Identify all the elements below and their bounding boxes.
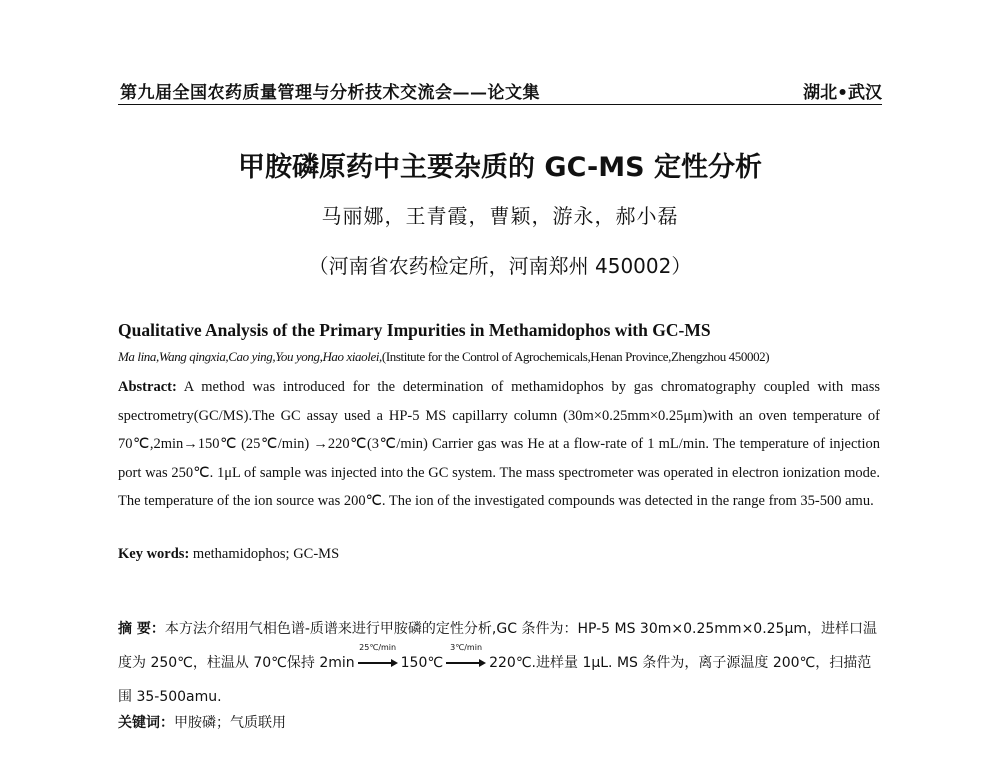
chinese-abstract-part2: 150℃ xyxy=(400,655,444,671)
chinese-keywords-text: 甲胺磷；气质联用 xyxy=(174,715,286,731)
rate-arrow-1 xyxy=(357,643,399,667)
english-abstract xyxy=(118,373,880,516)
english-title: Qualitative Analysis of the Primary Impurities in Methamidophos with GC-MS xyxy=(118,320,711,340)
author-list: 马丽娜，王青霞，曹颖，游永，郝小磊 xyxy=(321,204,679,228)
chinese-keywords-label: 关键词： xyxy=(118,715,174,731)
right-arrow-icon xyxy=(357,659,399,667)
abstract-text: A method was introduced for the determination of methamidophos by gas chromatography coupled with mass spectrometry(GC/MS).The GC assay used a HP-5 MS capillarry column (30m×0.25mm×0.25μm)with an oven temperature of 70℃,2min→150℃ (25℃/min) →220℃(3℃/min) Carrier gas was He at a flow-rate of 1 mL/min. The temperature of injection port was 250℃. 1μL of sample was injected into the GC system. The mass spectrometer was operated in electron ionization mode. The temperature of the ion source was 200℃. The ion of the investigated compounds was detected in the range from 35-500 amu. xyxy=(118,379,881,509)
chinese-abstract-part3: 220℃.进样量 1μL. MS 条件为，离子源温度 200℃，扫描范围 35-500amu. xyxy=(118,655,872,705)
chinese-abstract-label: 摘 要： xyxy=(118,621,165,637)
running-header-title: 第九届全国农药质量管理与分析技术交流会——论文集 xyxy=(120,83,540,103)
header-rule xyxy=(118,104,882,105)
rate-label-1: 25℃/min xyxy=(359,643,397,652)
english-keywords xyxy=(118,546,339,563)
keywords-label: Key words: xyxy=(118,546,190,562)
rate-label-2: 3℃/min xyxy=(450,643,483,652)
english-author-names: Ma lina,Wang qingxia,Cao ying,You yong,Hao xiaolei, xyxy=(118,349,382,364)
english-authors xyxy=(118,349,888,365)
paper-title: 甲胺磷原药中主要杂质的 GC-MS 定性分析 xyxy=(238,152,762,183)
rate-arrow-2 xyxy=(445,643,487,667)
running-header-location: 湖北•武汉 xyxy=(803,83,882,103)
affiliation: （河南省农药检定所，河南郑州 450002） xyxy=(308,254,692,278)
chinese-abstract xyxy=(118,612,883,714)
keywords-text: methamidophos; GC-MS xyxy=(192,546,340,562)
abstract-label: Abstract: xyxy=(118,379,177,395)
chinese-abstract-part1: 本方法介绍用气相色谱-质谱来进行甲胺磷的定性分析,GC 条件为：HP-5 MS 30m×0.25mm×0.25μm，进样口温度为 250℃，柱温从 70℃保持 2min xyxy=(118,621,878,671)
right-arrow-icon xyxy=(445,659,487,667)
english-affiliation: (Institute for the Control of Agrochemicals,Henan Province,Zhengzhou 450002) xyxy=(381,349,770,364)
chinese-keywords xyxy=(118,712,286,732)
